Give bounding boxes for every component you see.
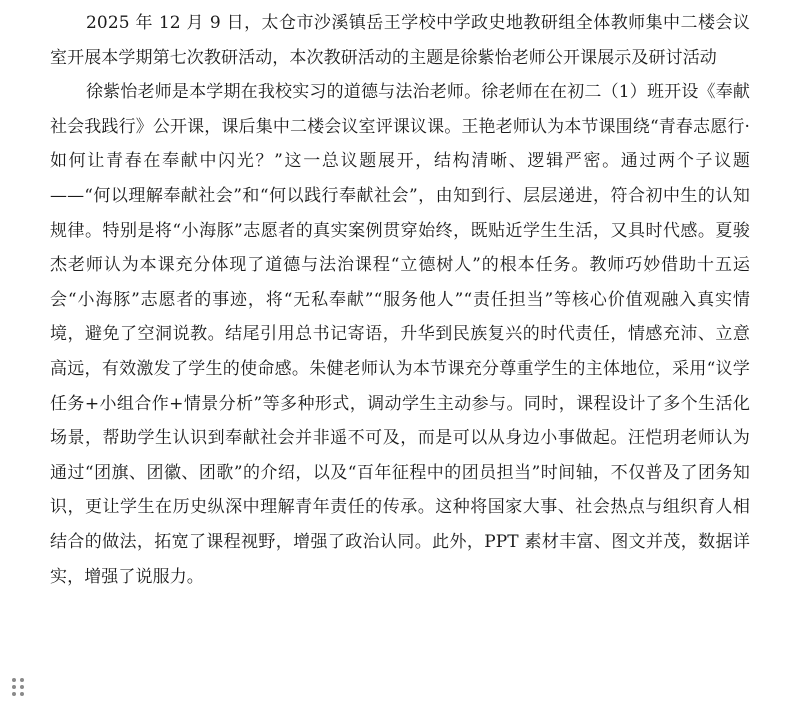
drag-dot [12, 685, 16, 689]
drag-dot [20, 685, 24, 689]
paragraph-review: 徐紫怡老师是本学期在我校实习的道德与法治老师。徐老师在在初二（1）班开设《奉献社会我践行》公开课，课后集中二楼会议室评课议课。王艳老师认为本节课围绕“青春志愿行·如何让青春在奉献中闪光？”这一总议题展开，结构清晰、逻辑严密。通过两个子议题——“何以理解奉献社会”和“何以践行奉献社会”，由知到行、层层递进，符合初中生的认知规律。特别是将“小海豚”志愿者的真实案例贯穿始终，既贴近学生生活，又具时代感。夏骏杰老师认为本课充分体现了道德与法治课程“立德树人”的根本任务。教师巧妙借助十五运会“小海豚”志愿者的事迹，将“无私奉献”“服务他人”“责任担当”等核心价值观融入真实情境，避免了空洞说教。结尾引用总书记寄语，升华到民族复兴的时代责任，情感充沛、立意高远，有效激发了学生的使命感。朱健老师认为本节课充分尊重学生的主体地位，采用“议学任务+小组合作+情景分析”等多种形式，调动学生主动参与。同时，课程设计了多个生活化场景，帮助学生认识到奉献社会并非遥不可及，而是可以从身边小事做起。汪恺玥老师认为通过“团旗、团徽、团歌”的介绍，以及“百年征程中的团员担当”时间轴，不仅普及了团务知识，更让学生在历史纵深中理解青年责任的传承。这种将国家大事、社会热点与组织育人相结合的做法，拓宽了课程视野，增强了政治认同。此外，PPT 素材丰富、图文并茂，数据详实，增强了说服力。 [50, 82, 750, 587]
drag-dot [20, 678, 24, 682]
paragraph-intro: 2025 年 12 月 9 日，太仓市沙溪镇岳王学校中学政史地教研组全体教师集中二楼会议室开展本学期第七次教研活动，本次教研活动的主题是徐紫怡老师公开课展示及研讨活动 [50, 13, 750, 68]
document-body [50, 6, 750, 594]
drag-dot [12, 692, 16, 696]
drag-handle-icon[interactable] [11, 677, 27, 699]
drag-dot [20, 692, 24, 696]
drag-dot [12, 678, 16, 682]
